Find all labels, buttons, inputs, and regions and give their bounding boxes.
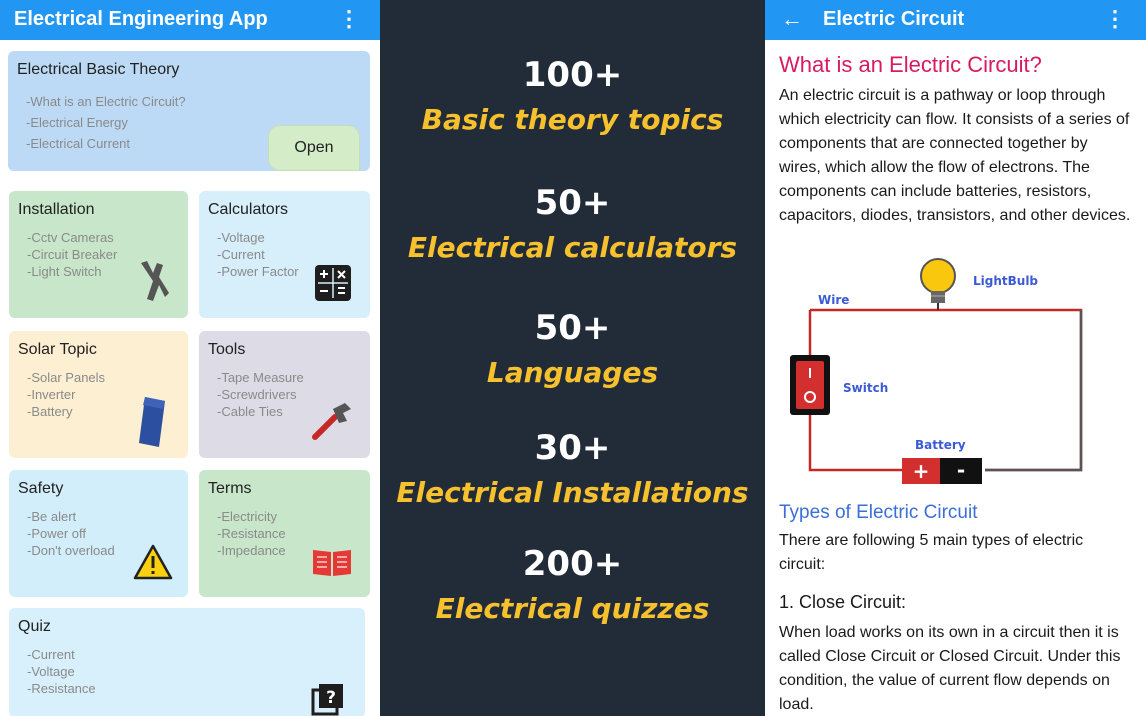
card-item: -Power Factor	[217, 264, 299, 279]
card-title: Installation	[18, 201, 95, 218]
stat-calculators	[380, 184, 765, 266]
back-arrow-icon[interactable]: ←	[781, 6, 803, 31]
tools-icon	[133, 259, 169, 303]
book-icon	[311, 548, 353, 578]
card-item: -Battery	[27, 404, 73, 419]
stat-label: Electrical calculators	[407, 231, 738, 264]
wrench-icon	[311, 399, 355, 441]
card-title: Safety	[18, 480, 64, 497]
stat-quizzes	[380, 545, 765, 627]
card-solar-topic[interactable]	[9, 331, 188, 458]
card-title: Solar Topic	[18, 341, 97, 358]
card-item: -Solar Panels	[27, 370, 106, 385]
card-item: -Resistance	[217, 526, 286, 541]
article-heading: What is an Electric Circuit?	[779, 52, 1042, 77]
card-items	[27, 229, 117, 280]
card-item: -Resistance	[27, 681, 96, 696]
card-item: -Electrical Current	[26, 136, 131, 151]
article-screen	[765, 0, 1146, 716]
switch-icon	[790, 355, 830, 415]
card-title: Tools	[208, 341, 246, 358]
card-items	[217, 369, 304, 420]
article-paragraph: When load works on its own in a circuit then it is called Close Circuit or Closed Circuit. Under this condition, the value of current flow depends on load.	[779, 624, 1121, 713]
overflow-menu-icon[interactable]: ⋮	[1104, 6, 1126, 31]
card-title: Calculators	[208, 201, 289, 218]
card-item: -Circuit Breaker	[27, 247, 118, 262]
card-item: -Electrical Energy	[26, 115, 128, 130]
stat-label: Basic theory topics	[421, 103, 724, 136]
wire-grey	[985, 310, 1081, 470]
card-item: -Electricity	[217, 509, 277, 524]
card-items	[27, 646, 96, 697]
card-item: -Don't overload	[27, 543, 115, 558]
screen-title: Electric Circuit	[823, 8, 965, 30]
article-paragraph: An electric circuit is a pathway or loop through which electricity can flow. It consists of a series of components that are connected together by wires, which allow the flow of electrons. The components can include batteries, resistors, capacitors, diodes, transistors, and other devices.	[779, 87, 1131, 224]
article-paragraph: There are following 5 main types of electric circuit:	[779, 532, 1084, 573]
stat-label: Electrical Installations	[396, 476, 749, 509]
card-item: -Voltage	[217, 230, 265, 245]
stat-number: 200+	[522, 544, 623, 584]
open-button[interactable]: Open	[268, 125, 360, 171]
app-bar	[0, 0, 380, 40]
lightbulb-icon	[921, 259, 955, 310]
battery-minus: -	[956, 458, 966, 482]
card-item: -Screwdrivers	[217, 387, 297, 402]
overflow-menu-icon[interactable]: ⋮	[338, 6, 360, 31]
card-item: -Be alert	[27, 509, 77, 524]
card-item: -Voltage	[27, 664, 75, 679]
card-item: -Inverter	[27, 387, 76, 402]
card-items	[26, 91, 186, 154]
card-items	[217, 229, 299, 280]
stat-installations	[380, 429, 765, 511]
promo-panel	[380, 0, 765, 716]
solar-panel-icon	[137, 395, 167, 449]
stat-label: Electrical quizzes	[435, 592, 710, 625]
card-items	[27, 369, 105, 420]
stat-number: 50+	[534, 183, 611, 223]
card-item: -Cable Ties	[217, 404, 283, 419]
card-quiz[interactable]	[9, 608, 365, 716]
calculator-icon	[315, 265, 351, 301]
lightbulb-label: LightBulb	[973, 274, 1039, 288]
stat-number: 50+	[534, 308, 611, 348]
card-item: -Current	[27, 647, 75, 662]
card-safety[interactable]	[9, 470, 188, 597]
circuit-diagram	[785, 248, 1085, 488]
section-subheading: 1. Close Circuit:	[779, 592, 907, 612]
svg-text:?: ?	[326, 688, 336, 708]
card-title: Quiz	[18, 618, 51, 635]
stat-number: 100+	[522, 55, 623, 95]
card-tools[interactable]	[199, 331, 370, 458]
card-calculators[interactable]	[199, 191, 370, 318]
card-item: -Power off	[27, 526, 87, 541]
card-item: -Current	[217, 247, 265, 262]
card-installation[interactable]	[9, 191, 188, 318]
card-item: -Impedance	[217, 543, 286, 558]
stat-languages	[380, 309, 765, 391]
card-item: -Cctv Cameras	[27, 230, 114, 245]
stat-label: Languages	[486, 356, 659, 389]
battery-plus: +	[912, 459, 930, 483]
app-bar	[765, 0, 1146, 40]
card-items	[27, 508, 115, 559]
card-item: -Light Switch	[27, 264, 102, 279]
card-item: -What is an Electric Circuit?	[26, 94, 186, 109]
card-items	[217, 508, 286, 559]
home-screen	[0, 0, 380, 716]
card-item: -Tape Measure	[217, 370, 304, 385]
section-heading: Types of Electric Circuit	[779, 502, 978, 523]
card-terms[interactable]	[199, 470, 370, 597]
stat-number: 30+	[534, 428, 611, 468]
stat-topics	[380, 56, 765, 138]
battery-label: Battery	[915, 438, 966, 452]
card-title: Terms	[208, 480, 252, 497]
battery-icon	[902, 458, 982, 484]
app-title: Electrical Engineering App	[14, 8, 268, 30]
wire-label: Wire	[818, 293, 850, 307]
card-title: Electrical Basic Theory	[17, 61, 180, 78]
basic-theory-card[interactable]	[8, 51, 370, 171]
quiz-icon	[311, 682, 345, 716]
switch-label: Switch	[843, 381, 889, 395]
warning-icon	[133, 544, 173, 580]
